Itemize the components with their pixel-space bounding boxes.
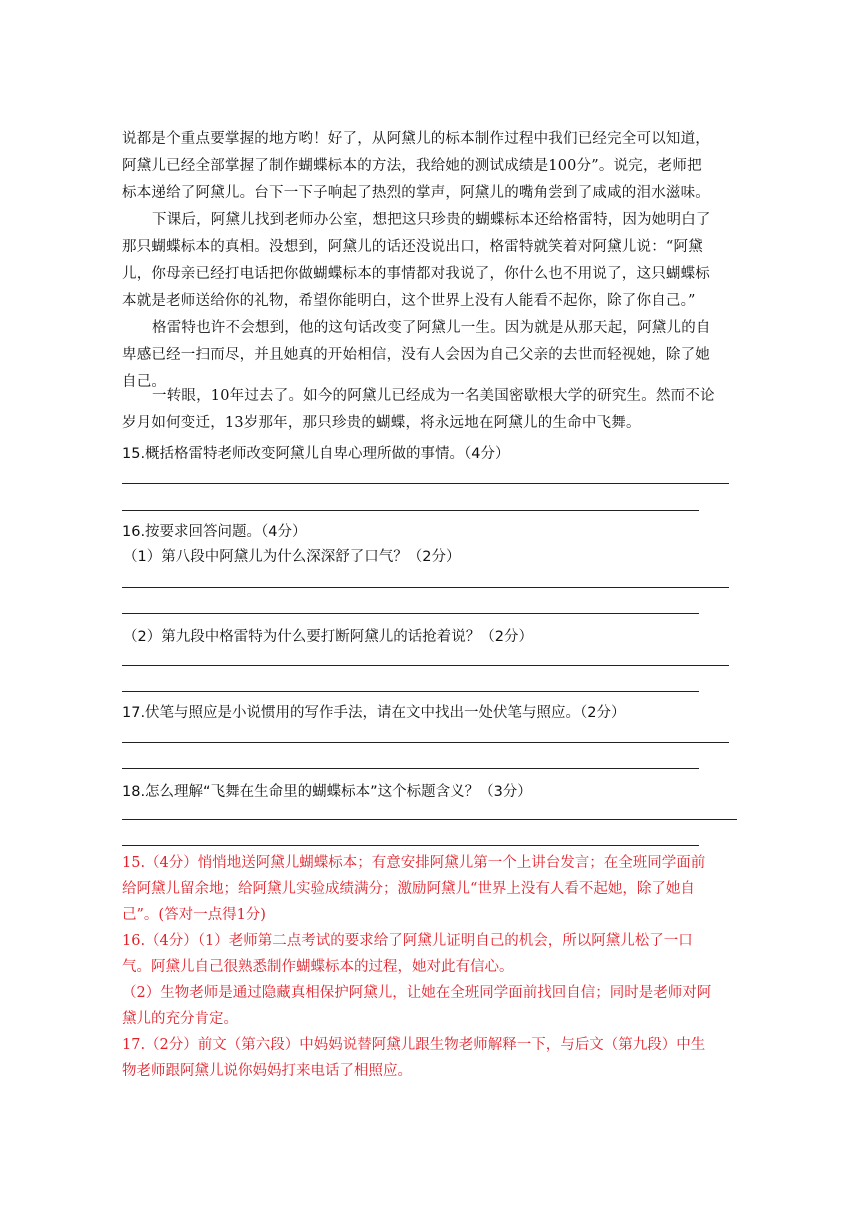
text-line: 阿黛儿已经全部掌握了制作蝴蝶标本的方法，我给她的测试成绩是100分”。说完，老师把 xyxy=(122,158,702,174)
answer-line-text: 17.（2分）前文（第六段）中妈妈说替阿黛儿跟生物老师解释一下，与后文（第九段）中生 xyxy=(122,1037,706,1053)
answer-line-text: 物老师跟阿黛儿说你妈妈打来电话了相照应。 xyxy=(122,1063,412,1079)
text-line: 自己。 xyxy=(122,374,167,390)
text-line: 一转眼，10年过去了。如今的阿黛儿已经成为一名美国密歇根大学的研究生。然而不论 xyxy=(152,388,715,404)
text-line: 本就是老师送给你的礼物，希望你能明白，这个世界上没有人能看不起你，除了你自己。” xyxy=(122,293,696,309)
answer-line[interactable] xyxy=(122,845,699,846)
question-15: 15.概括格雷特老师改变阿黛儿自卑心理所做的事情。（4分） xyxy=(122,446,510,462)
answer-17 xyxy=(122,1032,737,1084)
text-line: 下课后，阿黛儿找到老师办公室，想把这只珍贵的蝴蝶标本还给格雷特，因为她明白了 xyxy=(152,212,711,228)
question-16-2: （2）第九段中格雷特为什么要打断阿黛儿的话抢着说？（2分） xyxy=(123,629,533,645)
text-line: 标本递给了阿黛儿。台下一下子响起了热烈的掌声，阿黛儿的嘴角尝到了咸咸的泪水滋味。 xyxy=(122,185,710,201)
text-line: 格雷特也许不会想到，他的这句话改变了阿黛儿一生。因为就是从那天起，阿黛儿的自 xyxy=(152,320,711,336)
text-line: 卑感已经一扫而尽，并且她真的开始相信，没有人会因为自己父亲的去世而轻视她，除了她 xyxy=(122,347,710,363)
answer-line-text: 气。阿黛儿自己很熟悉制作蝴蝶标本的过程，她对此有信心。 xyxy=(122,959,514,975)
answer-line-text: 15.（4分）悄悄地送阿黛儿蝴蝶标本；有意安排阿黛儿第一个上讲台发言；在全班同学面前 xyxy=(122,855,706,871)
answer-line[interactable] xyxy=(122,742,729,743)
question-17: 17.伏笔与照应是小说惯用的写作手法，请在文中找出一处伏笔与照应。（2分） xyxy=(122,705,626,721)
answer-line[interactable] xyxy=(122,691,699,692)
question-16-1: （1）第八段中阿黛儿为什么深深舒了口气？（2分） xyxy=(123,549,461,565)
answer-line-text: （2）生物老师是通过隐藏真相保护阿黛儿，让她在全班同学面前找回自信；同时是老师对阿 xyxy=(122,985,712,1001)
answer-line[interactable] xyxy=(122,510,699,511)
question-18: 18.怎么理解“飞舞在生命里的蝴蝶标本”这个标题含义？（3分） xyxy=(122,784,532,800)
passage-paragraph-2 xyxy=(122,207,732,315)
text-line: 说都是个重点要掌握的地方哟！好了，从阿黛儿的标本制作过程中我们已经完全可以知道， xyxy=(122,131,710,147)
answer-line[interactable] xyxy=(122,483,729,484)
text-line: 那只蝴蝶标本的真相。没想到，阿黛儿的话还没说出口，格雷特就笑着对阿黛儿说：“阿黛 xyxy=(122,239,703,255)
answer-line[interactable] xyxy=(122,819,737,820)
answer-line-text: 16.（4分）（1）老师第二点考试的要求给了阿黛儿证明自己的机会，所以阿黛儿松了一口 xyxy=(122,933,693,949)
answer-line[interactable] xyxy=(122,768,699,769)
passage-paragraph-4 xyxy=(122,383,732,437)
text-line: 岁月如何变迁，13岁那年，那只珍贵的蝴蝶，将永远地在阿黛儿的生命中飞舞。 xyxy=(122,415,641,431)
text-line: 儿，你母亲已经打电话把你做蝴蝶标本的事情都对我说了，你什么也不用说了，这只蝴蝶标 xyxy=(122,266,710,282)
passage-paragraph-1 xyxy=(122,126,732,207)
answer-line[interactable] xyxy=(122,613,699,614)
answer-line-text: 给阿黛儿留余地；给阿黛儿实验成绩满分；激励阿黛儿“世界上没有人看不起她，除了她自 xyxy=(122,881,695,897)
answer-16 xyxy=(122,928,737,1032)
answer-line[interactable] xyxy=(122,665,729,666)
answer-line-text: 黛儿的充分肯定。 xyxy=(122,1011,238,1027)
answer-line-text: 己”。(答对一点得1分) xyxy=(122,907,266,923)
answer-line[interactable] xyxy=(122,587,729,588)
answer-15 xyxy=(122,850,737,928)
question-16: 16.按要求回答问题。（4分） xyxy=(122,524,307,540)
